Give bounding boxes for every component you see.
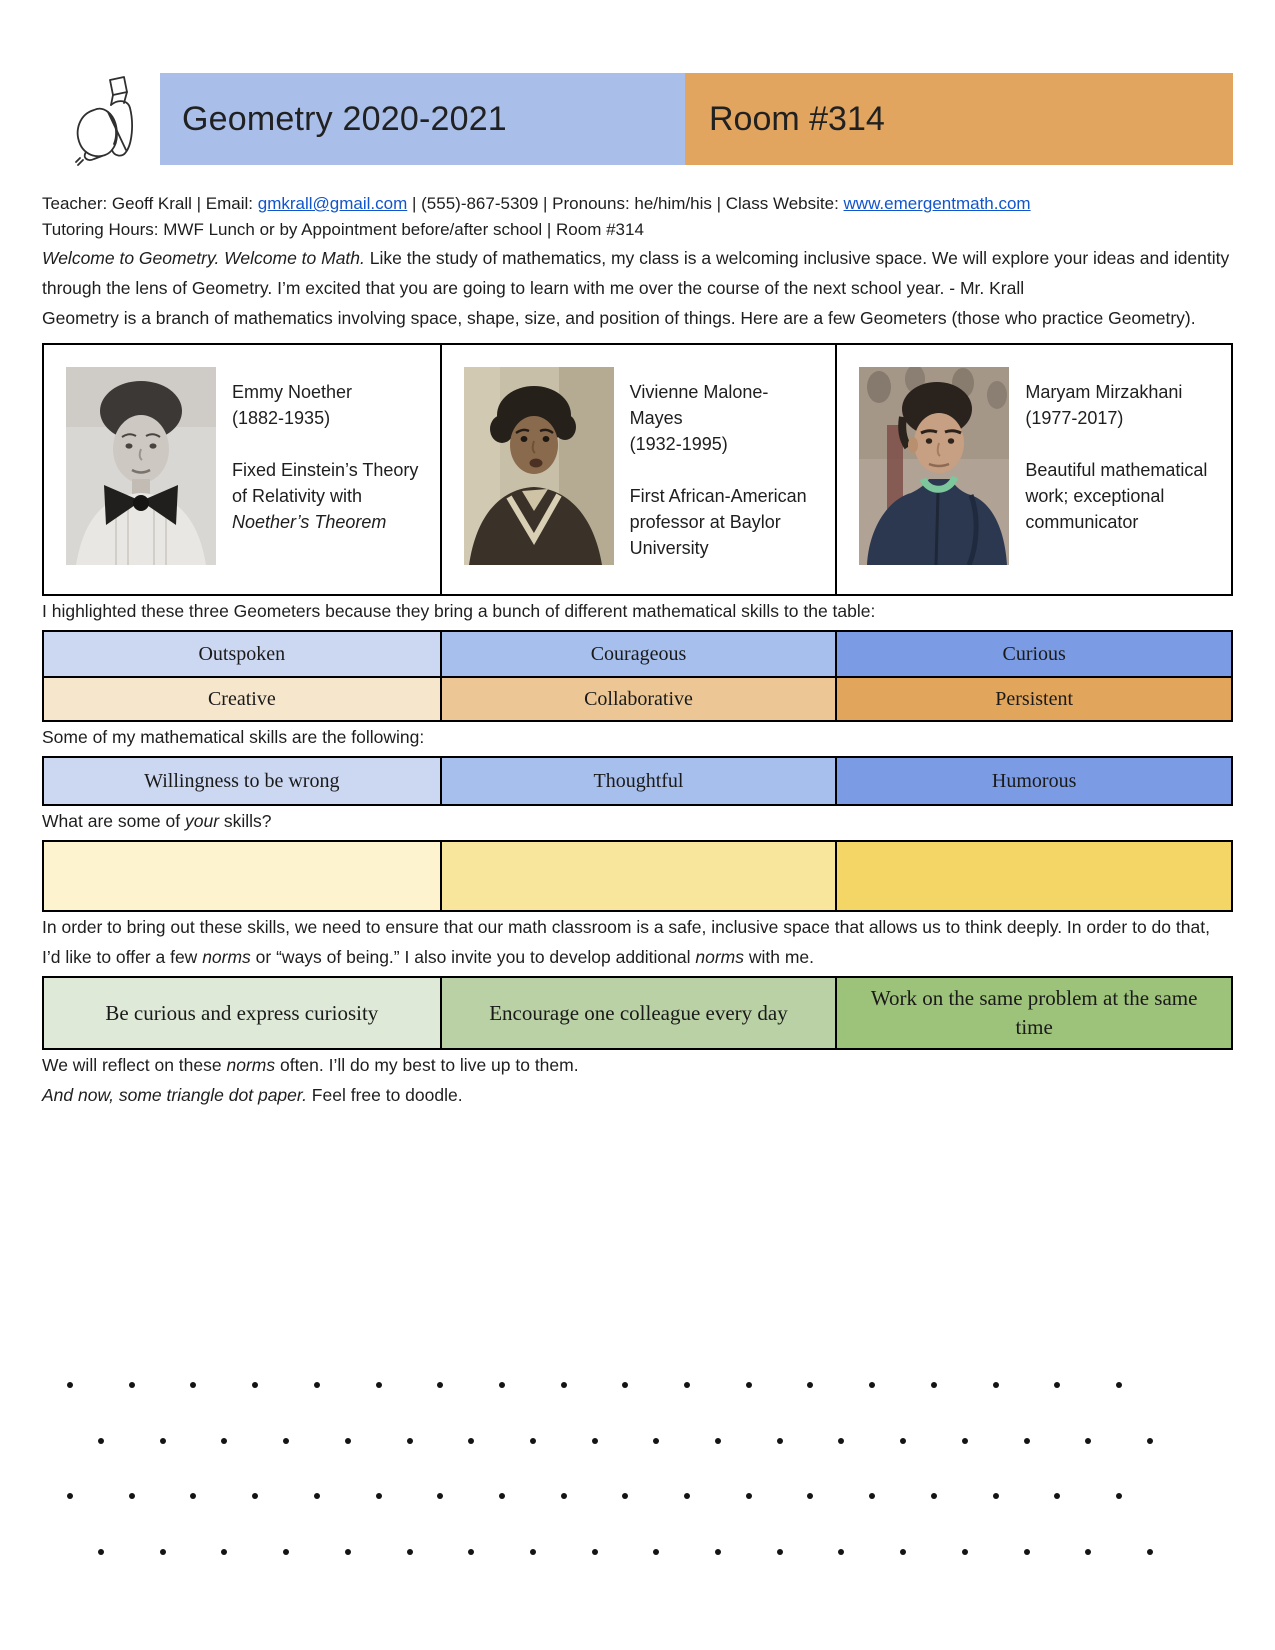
geometer-description [232, 457, 426, 535]
title-banner [160, 73, 1233, 165]
your-skills-q-italic: your [184, 811, 220, 831]
geometer-desc-text: Fixed Einstein’s Theory of Relativity with [232, 460, 419, 506]
grid-dot [1147, 1549, 1153, 1555]
geometer-cell-emmy-noether [44, 345, 440, 594]
grid-dot [962, 1438, 968, 1444]
your-skills-table [42, 840, 1233, 912]
welcome-paragraph [42, 243, 1233, 303]
hand-drawn-sketch-icon [66, 72, 150, 166]
norm-cell-encourage: Encourage one colleague every day [440, 978, 836, 1048]
grid-dot [684, 1493, 690, 1499]
grid-dot [838, 1438, 844, 1444]
grid-dot [869, 1382, 875, 1388]
contact-middle: | (555)-867-5309 | Pronouns: he/him/his | Class Website: [407, 194, 844, 213]
norm-cell-curiosity: Be curious and express curiosity [44, 978, 440, 1048]
grid-dot [1116, 1493, 1122, 1499]
grid-dot [777, 1438, 783, 1444]
vivienne-malone-mayes-photo [464, 367, 614, 565]
your-skill-cell-2[interactable] [440, 842, 836, 910]
grid-dot [190, 1382, 196, 1388]
doodle-rest: Feel free to doodle. [306, 1085, 463, 1105]
skill-cell-thoughtful: Thoughtful [440, 758, 836, 804]
triangle-dot-paper[interactable] [0, 1385, 1275, 1625]
norm-cell-same-problem: Work on the same problem at the same time [835, 978, 1231, 1048]
norms-para-italic2: norms [695, 947, 744, 967]
skill-cell-curious: Curious [835, 632, 1231, 676]
geometer-dates: (1882-1935) [232, 408, 331, 428]
norms-table [42, 976, 1233, 1050]
geometers-table [42, 343, 1233, 596]
grid-dot [160, 1438, 166, 1444]
contact-prefix: Teacher: Geoff Krall | Email: [42, 194, 258, 213]
reflect-line [42, 1050, 1233, 1080]
email-link[interactable]: gmkrall@gmail.com [257, 194, 408, 213]
grid-dot [407, 1438, 413, 1444]
skill-cell-outspoken: Outspoken [44, 632, 440, 676]
geometer-desc-text: Beautiful mathematical work; exceptional communicator [1025, 460, 1208, 532]
geometer-dates: (1932-1995) [629, 434, 728, 454]
grid-dot [314, 1382, 320, 1388]
skill-cell-persistent: Persistent [835, 676, 1231, 720]
grid-dot [530, 1438, 536, 1444]
grid-dot [499, 1493, 505, 1499]
contact-line-1 [42, 191, 1233, 217]
grid-dot [468, 1438, 474, 1444]
grid-dot [622, 1493, 628, 1499]
reflect-italic: norms [226, 1055, 276, 1075]
grid-dot [1024, 1549, 1030, 1555]
geometer-desc-text: First African-American professor at Baylor University [629, 486, 807, 558]
grid-dot [900, 1438, 906, 1444]
grid-dot [715, 1438, 721, 1444]
grid-dot [160, 1549, 166, 1555]
your-skills-question [42, 806, 1233, 836]
grid-dot [777, 1549, 783, 1555]
reflect-part2: often. I’ll do my best to live up to them. [275, 1055, 579, 1075]
grid-dot [807, 1382, 813, 1388]
grid-dot [1085, 1438, 1091, 1444]
grid-dot [437, 1493, 443, 1499]
grid-dot [746, 1382, 752, 1388]
geometer-name: Vivienne Malone-Mayes [629, 382, 769, 428]
grid-dot [653, 1549, 659, 1555]
skills-intro-paragraph: I highlighted these three Geometers because they bring a bunch of different mathematical skills to the table: [42, 601, 876, 621]
geometer-text [1025, 379, 1217, 576]
norms-para-italic1: norms [202, 947, 251, 967]
grid-dot [499, 1382, 505, 1388]
grid-dot [561, 1382, 567, 1388]
grid-dot [993, 1493, 999, 1499]
grid-dot [1085, 1549, 1091, 1555]
your-skills-q-part1: What are some of [42, 811, 185, 831]
grid-dot [407, 1549, 413, 1555]
geometer-cell-maryam-mirzakhani [835, 345, 1231, 594]
course-title: Geometry 2020-2021 [160, 73, 685, 165]
grid-dot [221, 1549, 227, 1555]
grid-dot [314, 1493, 320, 1499]
grid-dot [221, 1438, 227, 1444]
norms-para-part2: or “ways of being.” I also invite you to develop additional [250, 947, 696, 967]
grid-dot [283, 1549, 289, 1555]
grid-dot [190, 1493, 196, 1499]
website-link[interactable]: www.emergentmath.com [843, 194, 1031, 213]
header-icon-box [42, 73, 160, 165]
grid-dot [376, 1493, 382, 1499]
grid-dot [592, 1438, 598, 1444]
geometer-name: Emmy Noether [232, 382, 353, 402]
grid-dot [561, 1493, 567, 1499]
your-skill-cell-1[interactable] [44, 842, 440, 910]
norms-para-part1: In order to bring out these skills, we need to ensure that our math classroom is a safe, inclusive space that allows us to think deeply. In order to do that, I’d like to offer a few [42, 917, 1210, 967]
skill-cell-courageous: Courageous [440, 632, 836, 676]
grid-dot [98, 1549, 104, 1555]
grid-dot [684, 1382, 690, 1388]
maryam-mirzakhani-photo [859, 367, 1009, 565]
grid-dot [98, 1438, 104, 1444]
grid-dot [530, 1549, 536, 1555]
geometer-description [1025, 457, 1217, 535]
grid-dot [962, 1549, 968, 1555]
geometer-cell-vivienne-malone-mayes [440, 345, 836, 594]
grid-dot [746, 1493, 752, 1499]
emmy-noether-photo [66, 367, 216, 565]
grid-dot [252, 1382, 258, 1388]
my-skills-label: Some of my mathematical skills are the following: [42, 727, 425, 747]
skill-cell-willingness: Willingness to be wrong [44, 758, 440, 804]
reflect-part1: We will reflect on these [42, 1055, 227, 1075]
grid-dot [869, 1493, 875, 1499]
my-skills-table [42, 756, 1233, 806]
grid-dot [468, 1549, 474, 1555]
norms-paragraph [42, 912, 1233, 972]
your-skills-q-part2: skills? [219, 811, 272, 831]
grid-dot [67, 1382, 73, 1388]
geometry-definition-paragraph: Geometry is a branch of mathematics involving space, shape, size, and position of things. Here are a few Geometers (those who practice Geometry). [42, 308, 1196, 328]
skill-cell-collaborative: Collaborative [440, 676, 836, 720]
grid-dot [1054, 1493, 1060, 1499]
grid-dot [252, 1493, 258, 1499]
grid-dot [67, 1493, 73, 1499]
welcome-rest: Like the study of mathematics, my class is a welcoming inclusive space. We will explore your ideas and identity through the lens of Geometry. I’m excited that you are going to learn with me over the course of the next school year. - Mr. Krall [42, 248, 1230, 298]
room-number: Room #314 [685, 73, 1233, 165]
grid-dot [807, 1493, 813, 1499]
grid-dot [622, 1382, 628, 1388]
grid-dot [592, 1549, 598, 1555]
geometer-desc-italic: Noether’s Theorem [232, 512, 387, 532]
grid-dot [437, 1382, 443, 1388]
grid-dot [931, 1382, 937, 1388]
grid-dot [345, 1438, 351, 1444]
doodle-italic: And now, some triangle dot paper. [42, 1085, 307, 1105]
header [42, 73, 1233, 165]
grid-dot [283, 1438, 289, 1444]
geometer-skills-table [42, 630, 1233, 722]
grid-dot [715, 1549, 721, 1555]
geometer-name: Maryam Mirzakhani [1025, 382, 1183, 402]
geometer-text [630, 379, 822, 576]
grid-dot [1147, 1438, 1153, 1444]
grid-dot [993, 1382, 999, 1388]
grid-dot [1116, 1382, 1122, 1388]
skill-cell-creative: Creative [44, 676, 440, 720]
doodle-line [42, 1080, 1233, 1110]
grid-dot [345, 1549, 351, 1555]
grid-dot [1054, 1382, 1060, 1388]
grid-dot [129, 1382, 135, 1388]
grid-dot [653, 1438, 659, 1444]
your-skill-cell-3[interactable] [835, 842, 1231, 910]
grid-dot [931, 1493, 937, 1499]
geometer-text [232, 379, 426, 576]
skill-cell-humorous: Humorous [835, 758, 1231, 804]
grid-dot [1024, 1438, 1030, 1444]
norms-para-part3: with me. [744, 947, 815, 967]
contact-line-2: Tutoring Hours: MWF Lunch or by Appointment before/after school | Room #314 [42, 220, 644, 239]
grid-dot [376, 1382, 382, 1388]
grid-dot [129, 1493, 135, 1499]
welcome-italic: Welcome to Geometry. Welcome to Math. [42, 248, 365, 268]
grid-dot [900, 1549, 906, 1555]
geometer-description [630, 483, 822, 561]
geometer-dates: (1977-2017) [1025, 408, 1124, 428]
grid-dot [838, 1549, 844, 1555]
contact-info [42, 191, 1233, 243]
